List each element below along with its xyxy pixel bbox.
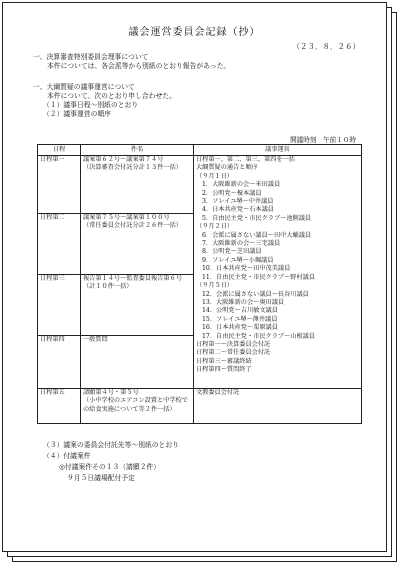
- item2-sub3: （３）議案の委員会付託先等〜別紙のとおり: [43, 441, 179, 449]
- row-date: 日程第二: [38, 214, 81, 275]
- proceedings-line: 5．自由民主党・市民クラブ〜池側議員: [202, 214, 312, 222]
- item1-body: 本件については、各会派等から別紙のとおり報告があった。: [47, 62, 231, 70]
- item2-heading: 一、大綱質疑の議事運営について: [33, 83, 135, 91]
- subject-line: （決算審査会付託分計１３件一括）: [83, 164, 182, 172]
- subject-line: 請願第４号・第５号: [83, 389, 139, 396]
- subject-line: （小中学校のエアコン設置と中学校で: [83, 397, 188, 405]
- row-subject: [81, 214, 194, 275]
- proceedings-line: 17．自由民主党・市民クラブ〜山根議員: [202, 332, 316, 340]
- header-subject: 件名: [81, 145, 194, 156]
- proceedings-line: 13．大阪維新の会〜奥田議員: [202, 298, 285, 306]
- proceedings-line: （９月１日）: [196, 172, 234, 180]
- row-date: 日程第一: [38, 156, 81, 214]
- subject-line: 報告第１４号〜監査委員報告第６号: [83, 275, 182, 282]
- proceedings-line: （９月２日）: [196, 223, 234, 231]
- item2-sub2: （２）議事運営の順序: [43, 110, 111, 118]
- agenda-table: [37, 144, 362, 424]
- proceedings-line: 9．ソレイユ堺〜小堀議員: [202, 256, 274, 264]
- item2-sub1: （１）議事日程〜別紙のとおり: [43, 101, 139, 109]
- subject-line: 議案第６２号〜議案第７４号: [83, 156, 164, 163]
- proceedings-line: 日程第二〜常任委員会付託: [196, 349, 271, 357]
- proceedings-line: 11．自由民主党・市民クラブ〜野村議員: [202, 273, 316, 281]
- proceedings-line: 日程第三〜審議終結: [196, 357, 252, 365]
- row-subject: [81, 156, 194, 214]
- row-date: 日程第三: [38, 275, 81, 336]
- subject-line: の給食実施について等２件一括）: [83, 405, 176, 413]
- item2-sub4: （４）付議案件: [43, 452, 91, 460]
- proceedings-line: 14．公明党〜吉川敏文議員: [202, 307, 278, 315]
- item1-heading: 一、決算審査特別委員会理事について: [33, 53, 149, 61]
- header-date: 日程: [38, 145, 81, 156]
- row-subject: [81, 336, 194, 389]
- document-page: [2, 2, 387, 552]
- subject-line: （計１０件一括）: [83, 283, 133, 291]
- proceedings-line: 7．大阪維新の会〜三宅議員: [202, 240, 281, 248]
- document-date: （２３．８．２６）: [292, 42, 360, 51]
- item2-body: 本件について、次のとおり申し合わせた。: [47, 92, 176, 100]
- proceedings-line: 2．公明党〜榎本議員: [202, 189, 262, 197]
- subject-line: 一般質問: [83, 336, 108, 343]
- row-subject: [81, 389, 194, 424]
- proceedings-line: 15．ソレイユ堺〜澤井議員: [202, 315, 278, 323]
- item2-sub4-b: ９月５日議場配付予定: [67, 474, 135, 482]
- item2-sub4-a: ◎付議案件その１３（請願２件）: [59, 463, 161, 471]
- proceedings-line: 3．ソレイユ堺〜中井議員: [202, 198, 274, 206]
- proceedings-line: 6．会派に属さない議員〜田中大輔議員: [202, 231, 312, 239]
- subject-line: 議案第７５号〜議案第１００号: [83, 214, 170, 221]
- row5-proceedings: 文教委員会付託: [194, 389, 362, 424]
- proceedings-line: 1．大阪維新の会〜米田議員: [202, 181, 281, 189]
- proceedings-line: 4．日本共産党〜石本議員: [202, 206, 274, 214]
- proceedings-line: 日程第一〜決算委員会付託: [196, 340, 271, 348]
- row-date: 日程第四: [38, 336, 81, 389]
- proceedings-line: （９月５日）: [196, 282, 234, 290]
- proceedings-line: 大綱質疑の通告と順序: [196, 164, 258, 172]
- opening-time: 開議時刻 午前１０時: [290, 136, 356, 144]
- table-header-row: [38, 145, 362, 156]
- proceedings-line: 16．日本共産党〜栗原議員: [202, 324, 278, 332]
- proceedings-line: 日程第一、第二、第三、第四を一括: [196, 156, 295, 163]
- row-date: 日程第五: [38, 389, 81, 424]
- proceedings-line: 10．日本共産党〜田中茂美議員: [202, 265, 291, 273]
- proceedings-line: 12．会派に属さない議員〜長谷川議員: [202, 290, 309, 298]
- proceedings-line: 日程第四〜質問終了: [196, 366, 252, 374]
- row-subject: [81, 275, 194, 336]
- subject-line: （常任委員会付託分計２６件一括）: [83, 222, 182, 230]
- table-row: [38, 156, 362, 214]
- table-row: [38, 389, 362, 424]
- header-proceedings: 議事運営: [194, 145, 362, 156]
- proceedings-line: 8．公明党〜芝田議員: [202, 248, 262, 256]
- page-title: 議会運営委員会記録（抄）: [128, 27, 261, 38]
- proceedings-cell: [194, 156, 362, 389]
